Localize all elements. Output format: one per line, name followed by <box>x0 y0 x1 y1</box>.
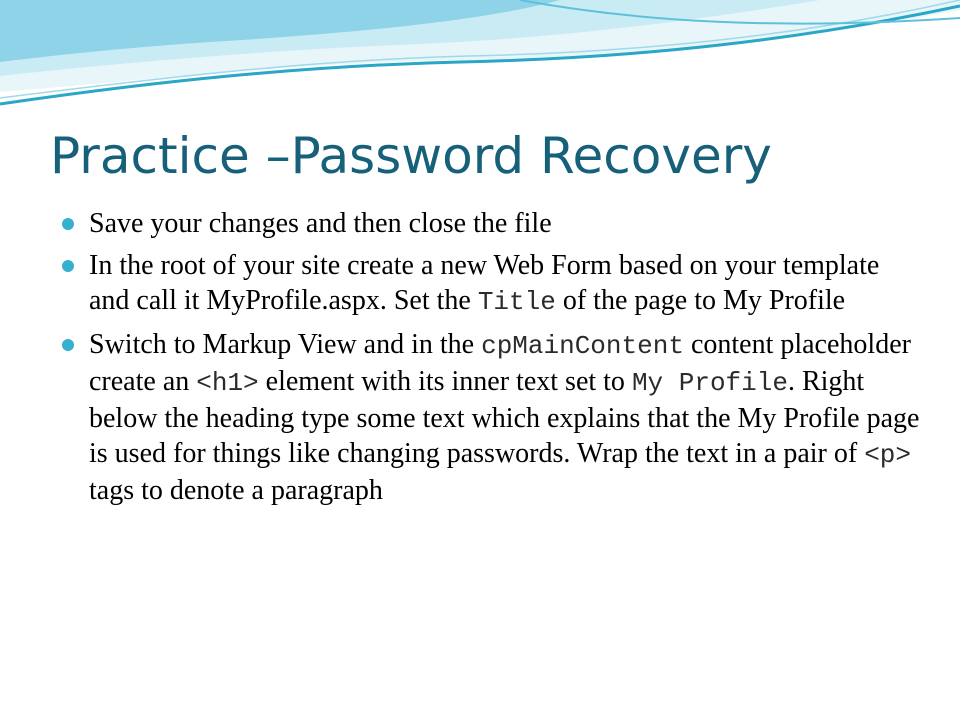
bullet-text: of the page to My Profile <box>555 285 846 316</box>
bullet-text: content placeholder create an <box>89 329 911 397</box>
bullet-text: tags to denote a paragraph <box>89 475 383 506</box>
bullet-text: Switch to Markup View and in the <box>89 329 482 360</box>
bullet-list <box>62 206 922 515</box>
code-h1-tag: <h1> <box>196 368 259 398</box>
code-title: Title <box>477 287 556 317</box>
bullet-item-markup-view <box>62 327 922 508</box>
bullet-item-save <box>62 206 922 241</box>
bullet-text: element with its inner text set to <box>258 366 632 397</box>
slide-title: Practice –Password Recovery <box>50 127 772 185</box>
code-my-profile: My Profile <box>631 368 788 398</box>
bullet-dot-icon <box>62 339 74 351</box>
header-wave-decoration <box>0 0 960 120</box>
bullet-text: . Right below the heading type some text which explains that the My Profile page is used for things like changing passwords. Wrap the text in a pair of <box>89 366 920 469</box>
bullet-text: In the root of your site create a new Web Form based on your template and call it MyProfile.aspx. Set the <box>89 250 880 316</box>
bullet-item-create-web-form <box>62 248 922 320</box>
bullet-text: Save your changes and then close the file <box>89 208 552 239</box>
bullet-dot-icon <box>62 260 74 272</box>
code-cpmaincontent: cpMainContent <box>481 331 684 361</box>
code-p-tag: <p> <box>864 440 912 470</box>
bullet-dot-icon <box>62 218 74 230</box>
